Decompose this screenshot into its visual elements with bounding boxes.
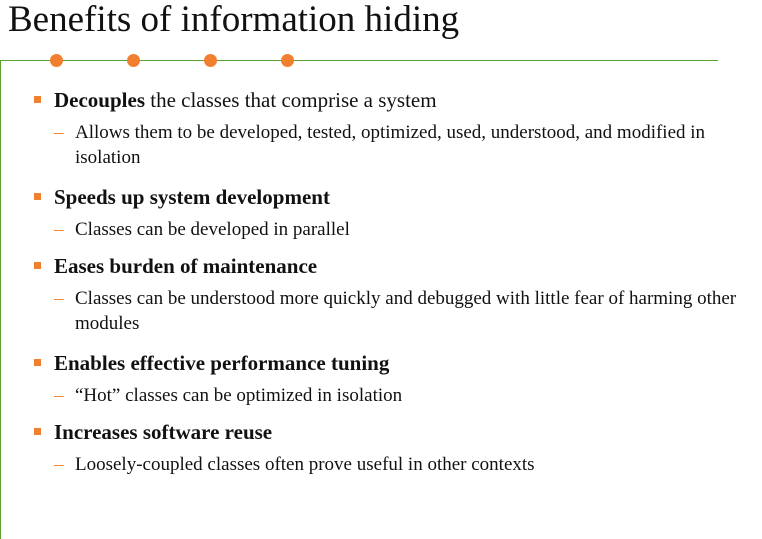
bullet-item xyxy=(34,252,754,336)
square-bullet-icon xyxy=(34,262,41,269)
sub-bullet-text: “Hot” classes can be optimized in isolation xyxy=(75,385,403,406)
dash-bullet-icon: – xyxy=(54,454,64,475)
slide-title: Benefits of information hiding xyxy=(8,0,460,40)
left-border-line xyxy=(0,60,1,539)
sub-bullet xyxy=(34,120,755,170)
square-bullet-icon xyxy=(34,428,41,435)
decorative-dot xyxy=(50,54,63,67)
dash-bullet-icon: – xyxy=(54,122,64,143)
bullet-heading xyxy=(34,252,754,280)
sub-bullet xyxy=(34,383,755,408)
bullet-heading-bold: Eases burden of maintenance xyxy=(54,254,318,278)
bullet-heading xyxy=(34,418,754,446)
bullet-item xyxy=(34,86,754,170)
square-bullet-icon xyxy=(34,96,41,103)
decorative-dot xyxy=(127,54,140,67)
bullet-heading xyxy=(34,349,754,377)
bullet-item xyxy=(34,418,754,477)
title-underline xyxy=(0,60,718,61)
sub-bullet-text: Classes can be developed in parallel xyxy=(75,219,350,240)
bullet-heading-bold: Speeds up system development xyxy=(54,185,330,209)
dash-bullet-icon: – xyxy=(54,385,64,406)
bullet-heading xyxy=(34,183,754,211)
square-bullet-icon xyxy=(34,193,41,200)
sub-bullet xyxy=(34,452,755,477)
sub-bullet xyxy=(34,217,755,242)
bullet-heading-bold: Increases software reuse xyxy=(54,420,273,444)
sub-bullet xyxy=(34,286,755,336)
bullet-item xyxy=(34,183,754,242)
sub-bullet-text: Classes can be understood more quickly and debugged with little fear of harming other modules xyxy=(75,288,737,334)
bullet-heading-bold: Enables effective performance tuning xyxy=(54,351,390,375)
dash-bullet-icon: – xyxy=(54,219,64,240)
bullet-item xyxy=(34,349,754,408)
decorative-dot xyxy=(204,54,217,67)
bullet-list xyxy=(34,86,754,477)
sub-bullet-text: Loosely-coupled classes often prove useful in other contexts xyxy=(75,454,535,475)
square-bullet-icon xyxy=(34,359,41,366)
bullet-heading-bold: Decouples xyxy=(54,88,145,112)
bullet-heading xyxy=(34,86,754,114)
dash-bullet-icon: – xyxy=(54,288,64,309)
decorative-dot xyxy=(281,54,294,67)
bullet-heading-rest: the classes that comprise a system xyxy=(145,88,437,112)
sub-bullet-text: Allows them to be developed, tested, optimized, used, understood, and modified in isolation xyxy=(75,122,706,168)
